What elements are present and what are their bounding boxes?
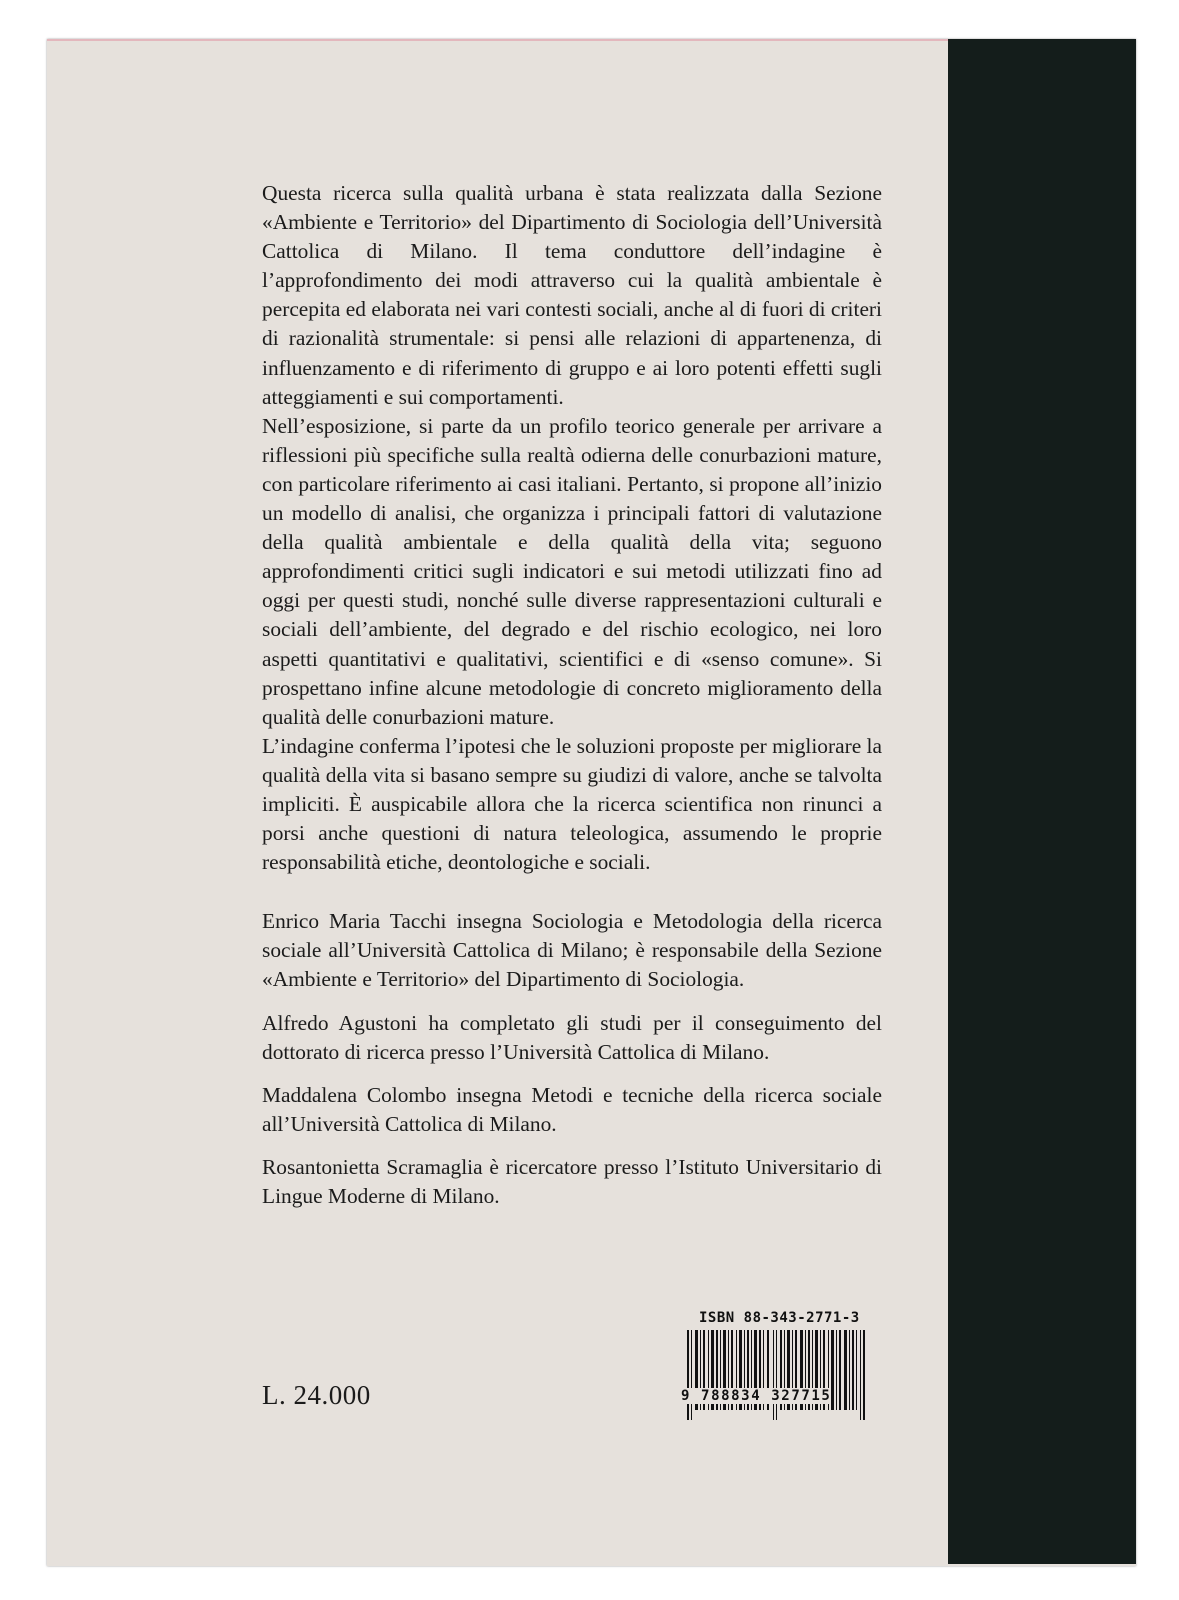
barcode-digits: 9 788834 327715 bbox=[681, 1388, 832, 1404]
author-bios bbox=[262, 907, 882, 1211]
author-bio-tacchi: Enrico Maria Tacchi insegna Sociologia e Metodologia della ricerca sociale all’Università Cattolica di Milano; è responsabile della Sezione «Ambiente e Territorio» del Dipartimento di Sociologia. bbox=[262, 909, 882, 992]
author-bio-colombo: Maddalena Colombo insegna Metodi e tecniche della ricerca sociale all’Università Cattolica di Milano. bbox=[262, 1082, 882, 1136]
dark-side-band bbox=[948, 39, 1136, 1564]
description-paragraph-1: Questa ricerca sulla qualità urbana è stata realizzata dalla Sezione «Ambiente e Territorio» del Dipartimento di Sociologia dell’Università Cattolica di Milano. Il tema conduttore dell’indagine è l’approfondimento dei modi attraverso cui la qualità ambientale è percepita ed elaborata nei vari contesti sociali, anche al di fuori di criteri di razionalità strumentale: si pensi alle relazioni di appartenenza, di influenzamento e di riferimento di gruppo e ai loro potenti effetti sugli atteggiamenti e sui comportamenti. bbox=[262, 181, 882, 409]
back-cover-text bbox=[262, 179, 882, 1211]
description-paragraph-3: L’indagine conferma l’ipotesi che le soluzioni proposte per migliorare la qualità della vita si basano sempre su giudizi di valore, anche se talvolta impliciti. È auspicabile allora che la ricerca scientifica non rinunci a porsi anche questioni di natura teleologica, assumendo le proprie responsabilità etiche, deontologiche e sociali. bbox=[262, 733, 882, 875]
barcode-icon bbox=[679, 1330, 889, 1424]
description bbox=[262, 179, 882, 877]
isbn-block bbox=[679, 1310, 889, 1424]
author-bio-scramaglia: Rosantonietta Scramaglia è ricercatore presso l’Istituto Universitario di Lingue Moderne di Milano. bbox=[262, 1154, 882, 1208]
isbn-label: ISBN 88-343-2771-3 bbox=[699, 1310, 860, 1326]
author-bio-agustoni: Alfredo Agustoni ha completato gli studi per il conseguimento del dottorato di ricerca presso l’Università Cattolica di Milano. bbox=[262, 1010, 882, 1064]
description-paragraph-2: Nell’esposizione, si parte da un profilo teorico generale per arrivare a riflessioni più specifiche sulla realtà odierna delle conurbazioni mature, con particolare riferimento ai casi italiani. Pertanto, si propone all’inizio un modello di analisi, che organizza i principali fattori di valutazione della qualità ambientale e della qualità della vita; seguono approfondimenti critici sugli indicatori e sui metodi utilizzati fino ad oggi per questi studi, nonché sulle diverse rappresentazioni culturali e sociali dell’ambiente, del degrado e del rischio ecologico, nei loro aspetti quantitativi e qualitativi, scientifici e di «senso comune». Si prospettano infine alcune metodologie di concreto miglioramento della qualità delle conurbazioni mature. bbox=[262, 413, 882, 729]
price-label: L. 24.000 bbox=[262, 1380, 371, 1410]
